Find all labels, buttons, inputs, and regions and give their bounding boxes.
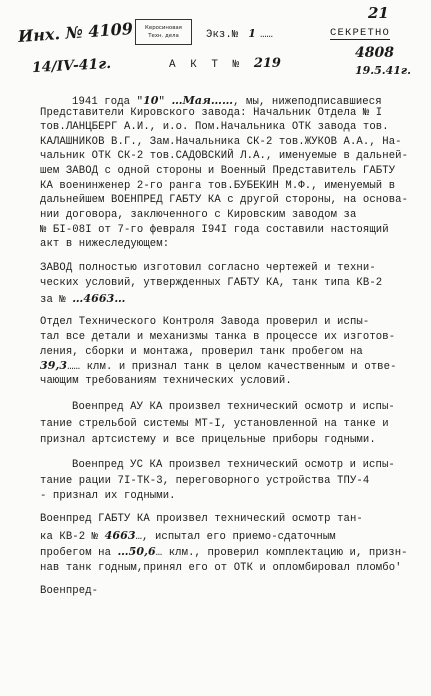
handwritten-date-ref: 14/IV-41г. [31, 55, 112, 77]
typed-text: , мы, нижеподписавшиеся [233, 96, 382, 108]
body-line [40, 331, 424, 343]
typed-text: признал артсистему и все прицельные приборы годными. [40, 434, 376, 446]
body-line [40, 165, 424, 177]
handwritten-fill: 39,3 [40, 359, 68, 372]
body-line [40, 316, 424, 328]
typed-text: - признал их годными. [40, 490, 176, 502]
body-line [72, 401, 431, 413]
handwritten-secret-number: 4808 [355, 45, 394, 61]
handwritten-fill: 10 [143, 94, 159, 107]
body-line [40, 293, 424, 306]
handwritten-fill: …4663… [72, 292, 126, 305]
body-line [40, 475, 424, 487]
body-line [40, 434, 424, 446]
body-line [40, 530, 424, 543]
body-line [40, 209, 424, 221]
handwritten-fill: 4663 [104, 529, 136, 542]
body-line [40, 238, 424, 250]
body-line [40, 562, 424, 574]
typed-text: тал все детали и механизмы танка в процессе их изготов- [40, 331, 396, 343]
body-line [72, 459, 431, 471]
body-line [40, 194, 424, 206]
secret-label: СЕКРЕТНО [330, 27, 391, 39]
typed-text: шем ЗАВОД с одной стороны и Военный Представитель ГАБТУ [40, 165, 396, 177]
typed-text: нии договора, заключенного с Кировским заводом за [40, 209, 357, 221]
typed-text: акт в нижеследующем: [40, 238, 170, 250]
typed-text: " [158, 96, 172, 108]
copy-number-field: Экз.№ 1 …… [206, 27, 273, 41]
archive-stamp [135, 19, 192, 45]
typed-text: Отдел Технического Контроля Завода проверил и испы- [40, 316, 370, 328]
title-number: 219 [253, 56, 281, 71]
body-line [40, 585, 424, 597]
title-label: А К Т № [169, 59, 244, 71]
handwritten-secret-date: 19.5.41г. [355, 64, 411, 77]
typed-text: ческих условий, утвержденных ГАБТУ КА, танк типа КВ-2 [40, 277, 383, 289]
typed-text: чающим требованиям технических условий. [40, 375, 292, 387]
stamp-line-2: Техн. дела [148, 33, 179, 39]
handwritten-fill: …50,6 [117, 545, 156, 558]
body-line [40, 418, 424, 430]
typed-text: КАЛАШНИКОВ В.Г., Зам.Начальника СК-2 тов.ЖУКОВ А.А., На- [40, 136, 402, 148]
typed-text: Военпред- [40, 585, 99, 597]
body-line [40, 136, 424, 148]
typed-text: ЗАВОД полностью изготовил согласно чертежей и техни- [40, 262, 376, 274]
body-line [40, 513, 424, 525]
handwritten-fill: …Мая…… [171, 94, 234, 107]
body-line [40, 375, 424, 387]
typed-text: Военпред ГАБТУ КА произвел технический осмотр тан- [40, 513, 363, 525]
typed-text: № БI-08I от 7-го февраля I94I года составили настоящий [40, 224, 389, 236]
typed-text: … клм., проверил комплектацию и, призн- [155, 547, 408, 559]
typed-text: …, испытал его приемо-сдаточным [135, 531, 336, 543]
handwritten-inventory-number: Инх. № 4109 [17, 19, 134, 46]
body-line [40, 262, 424, 274]
body-line [40, 150, 424, 162]
typed-text: Представители Кировского завода: Начальник Отдела № I [40, 107, 383, 119]
body-line [40, 180, 424, 192]
typed-text: ления, сборки и монтажа, проверил танк пробегом на [40, 346, 363, 358]
body-line [40, 546, 424, 559]
typed-text: дальнейшем ВОЕНПРЕД ГАБТУ КА с другой стороны, на основа- [40, 194, 409, 206]
typed-text: нав танк годным,принял его от ОТК и опломбировал пломбо' [40, 562, 402, 574]
typed-text: КА военинженер 2-го ранга тов.БУБЕКИН М.Ф., именуемый в [40, 180, 396, 192]
typed-text: Военпред УС КА произвел технический осмотр и испы- [72, 459, 395, 471]
handwritten-page-number: 21 [368, 4, 389, 22]
body-line [40, 360, 424, 373]
typed-text: чальник ОТК СК-2 тов.САДОВСКИЙ Л.А., именуемые в дальней- [40, 150, 409, 162]
typed-text: …… клм. и признал танк в целом качественным и отве- [67, 361, 397, 373]
body-line [40, 224, 424, 236]
body-line [40, 277, 424, 289]
body-line [40, 346, 424, 358]
body-line [40, 107, 424, 119]
typed-text: пробегом на [40, 547, 118, 559]
body-line [40, 490, 424, 502]
copy-number-label: Экз.№ [206, 29, 239, 41]
typed-text: тание стрельбой системы МТ-I, установленной на танке и [40, 418, 389, 430]
document-title [169, 56, 281, 71]
body-line [40, 121, 424, 133]
stamp-line-1: Керосиновая [145, 25, 182, 31]
typed-text: Военпред АУ КА произвел технический осмотр и испы- [72, 401, 395, 413]
copy-number-value: 1 [248, 27, 257, 40]
typed-text: 1941 года " [72, 96, 144, 108]
typed-text: тание рации 7I-ТК-3, переговорного устройства ТПУ-4 [40, 475, 370, 487]
typed-text: ка КВ-2 № [40, 531, 105, 543]
typed-text: за № [40, 294, 73, 306]
typed-text: тов.ЛАНЦБЕРГ А.И., и.о. Пом.Начальника ОТК завода тов. [40, 121, 389, 133]
